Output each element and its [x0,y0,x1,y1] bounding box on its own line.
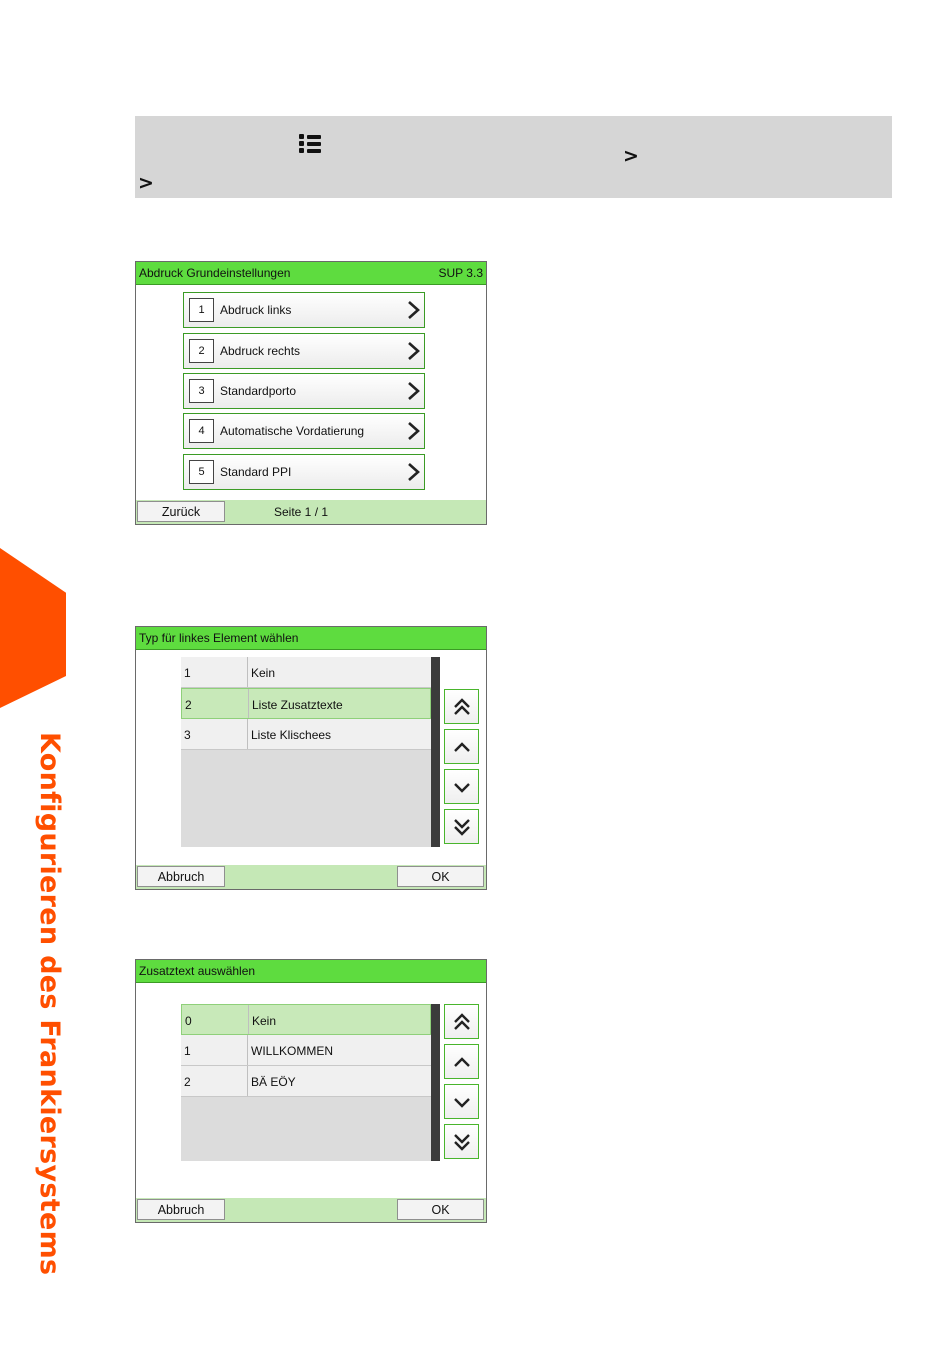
menu-item-standardporto[interactable] [183,373,425,409]
list-item-label: BÄ EÖY [251,1075,296,1089]
scrollbar[interactable] [431,657,440,847]
navigation-path-bar [135,116,892,198]
chevron-down-icon [451,776,473,798]
menu-item-automatische-vordatierung[interactable] [183,413,425,449]
scroll-up-button[interactable] [444,1044,479,1079]
selection-list [181,657,431,847]
screen-footer [136,500,486,524]
menu-item-number: 2 [189,339,214,363]
screen-footer [136,1198,486,1222]
list-item-number: 2 [185,698,192,712]
scrollbar[interactable] [431,1004,440,1161]
list-item-number: 1 [184,666,191,680]
menu-item-abdruck-links[interactable] [183,292,425,328]
path-chevron: > [623,145,639,167]
chevron-right-icon [405,341,421,361]
screen-header [136,627,486,650]
list-item-selected[interactable] [181,1004,431,1035]
scroll-down-button[interactable] [444,1084,479,1119]
double-chevron-up-icon [451,1011,473,1033]
scroll-page-up-button[interactable] [444,689,479,724]
screen-title: Typ für linkes Element wählen [139,631,299,645]
scroll-up-button[interactable] [444,729,479,764]
screen-select-left-element-type [135,626,487,890]
menu-item-number: 1 [189,298,214,322]
list-item-label: WILLKOMMEN [251,1044,334,1058]
scroll-page-down-button[interactable] [444,1124,479,1159]
chevron-right-icon [405,462,421,482]
ok-button[interactable]: OK [397,866,484,887]
list-item-label: Liste Zusatztexte [252,698,343,712]
scroll-down-button[interactable] [444,769,479,804]
screen-title: Abdruck Grundeinstellungen [139,266,291,280]
path-chevron: > [138,172,154,194]
selection-list [181,1004,431,1161]
list-item-number: 2 [184,1075,191,1089]
list-item-label: Liste Klischees [251,728,332,742]
chevron-down-icon [451,1091,473,1113]
screen-print-settings [135,261,487,525]
list-item[interactable] [181,657,431,688]
list-item-number: 1 [184,1044,191,1058]
list-item-label: Kein [251,666,276,680]
chevron-right-icon [405,381,421,401]
side-tab-marker [0,548,66,708]
menu-item-label: Standard PPI [220,465,292,479]
screen-select-additional-text [135,959,487,1223]
scroll-page-down-button[interactable] [444,809,479,844]
menu-item-number: 5 [189,460,214,484]
menu-item-label: Abdruck links [220,303,292,317]
cancel-button[interactable]: Abbruch [137,866,225,887]
list-item-label: Kein [252,1014,277,1028]
chevron-right-icon [405,300,421,320]
list-item-number: 3 [184,728,191,742]
screen-header [136,262,486,285]
list-item-number: 0 [185,1014,192,1028]
chevron-up-icon [451,736,473,758]
chevron-up-icon [451,1051,473,1073]
screen-header [136,960,486,983]
double-chevron-down-icon [451,1131,473,1153]
scroll-page-up-button[interactable] [444,1004,479,1039]
screen-code: SUP 3.3 [438,266,483,280]
ok-button[interactable]: OK [397,1199,484,1220]
screen-footer [136,865,486,889]
list-item[interactable] [181,1066,431,1097]
menu-item-number: 3 [189,379,214,403]
menu-item-label: Standardporto [220,384,297,398]
screen-title: Zusatztext auswählen [139,964,256,978]
menu-item-label: Automatische Vordatierung [220,424,365,438]
menu-list-icon [299,134,323,154]
cancel-button[interactable]: Abbruch [137,1199,225,1220]
chevron-right-icon [405,421,421,441]
list-item-selected[interactable] [181,688,431,719]
menu-item-label: Abdruck rechts [220,344,301,358]
back-button[interactable]: Zurück [137,501,225,522]
menu-item-standard-ppi[interactable] [183,454,425,490]
double-chevron-up-icon [451,696,473,718]
double-chevron-down-icon [451,816,473,838]
list-item[interactable] [181,719,431,750]
page-indicator: Seite 1 / 1 [274,505,329,519]
menu-item-number: 4 [189,419,214,443]
chapter-title: Konfigurieren des Frankiersystems [34,732,65,1276]
menu-item-abdruck-rechts[interactable] [183,333,425,369]
list-item[interactable] [181,1035,431,1066]
